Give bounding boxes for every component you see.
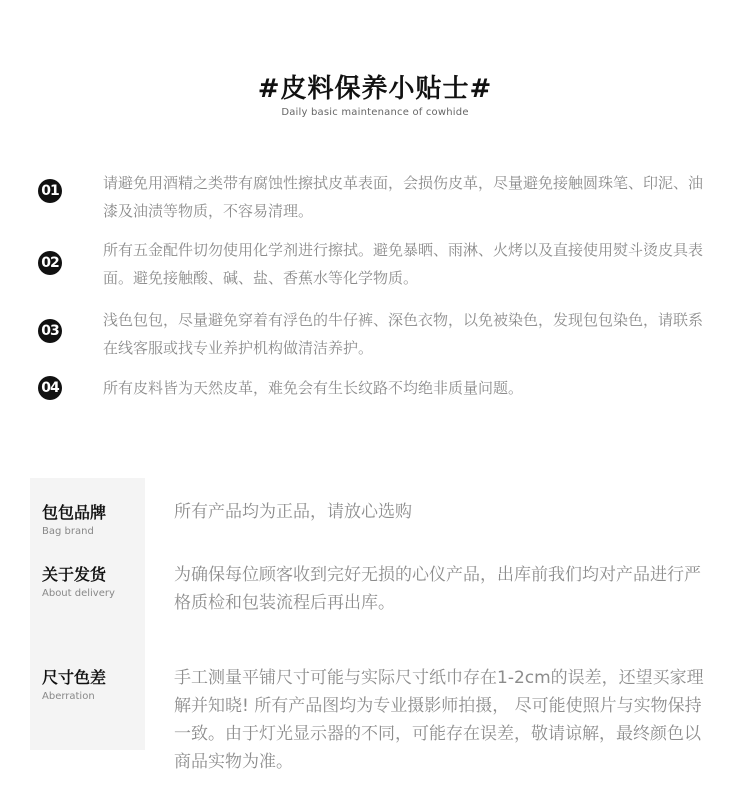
section-header — [0, 72, 750, 118]
info-label-delivery — [42, 565, 115, 601]
info-label-en: Aberration — [42, 691, 95, 702]
info-label-aberration — [42, 668, 106, 704]
info-text-brand: 所有产品均为正品，请放心选购 — [174, 502, 412, 522]
tip-text: 所有五金配件切勿使用化学剂进行擦拭。避免暴晒、雨淋、火烤以及直接使用熨斗烫皮具表面。避免接触酸、碱、盐、香蕉水等化学物质。 — [103, 241, 704, 287]
tip-text: 浅色包包，尽量避免穿着有浮色的牛仔裤、深色衣物，以免被染色，发现包包染色，请联系在线客服或找专业养护机构做清洁养护。 — [103, 311, 704, 357]
info-label-zh: 尺寸色差 — [42, 668, 107, 687]
info-label-brand — [42, 503, 106, 539]
tip-number-badge: 03 — [38, 319, 62, 343]
tip-text: 请避免用酒精之类带有腐蚀性擦拭皮革表面，会损伤皮革，尽量避免接触圆珠笔、印泥、油漆及油渍等物质，不容易清理。 — [103, 174, 704, 220]
info-text-aberration: 手工测量平铺尺寸可能与实际尺寸纸巾存在1-2cm的误差，还望买家理解并知晓! 所有产品图均为专业摄影师拍摄， 尽可能使照片与实物保持一致。由于灯光显示器的不同，可能存在误差，敬请谅解，最终颜色以商品实物为准。 — [174, 668, 704, 772]
info-label-en: Bag brand — [42, 526, 94, 537]
tip-text: 所有皮料皆为天然皮革，难免会有生长纹路不均绝非质量问题。 — [103, 379, 524, 397]
info-label-en: About delivery — [42, 588, 115, 599]
info-text-delivery: 为确保每位顾客收到完好无损的心仪产品，出库前我们均对产品进行严格质检和包装流程后再出库。 — [174, 565, 701, 613]
page-subtitle: Daily basic maintenance of cowhide — [281, 107, 469, 118]
tip-number-badge: 02 — [38, 251, 62, 275]
page-title: #皮料保养小贴士# — [257, 74, 493, 104]
tip-number-badge: 01 — [38, 179, 62, 203]
info-label-zh: 包包品牌 — [42, 503, 107, 522]
tip-number-badge: 04 — [38, 376, 62, 400]
info-label-zh: 关于发货 — [42, 565, 107, 584]
